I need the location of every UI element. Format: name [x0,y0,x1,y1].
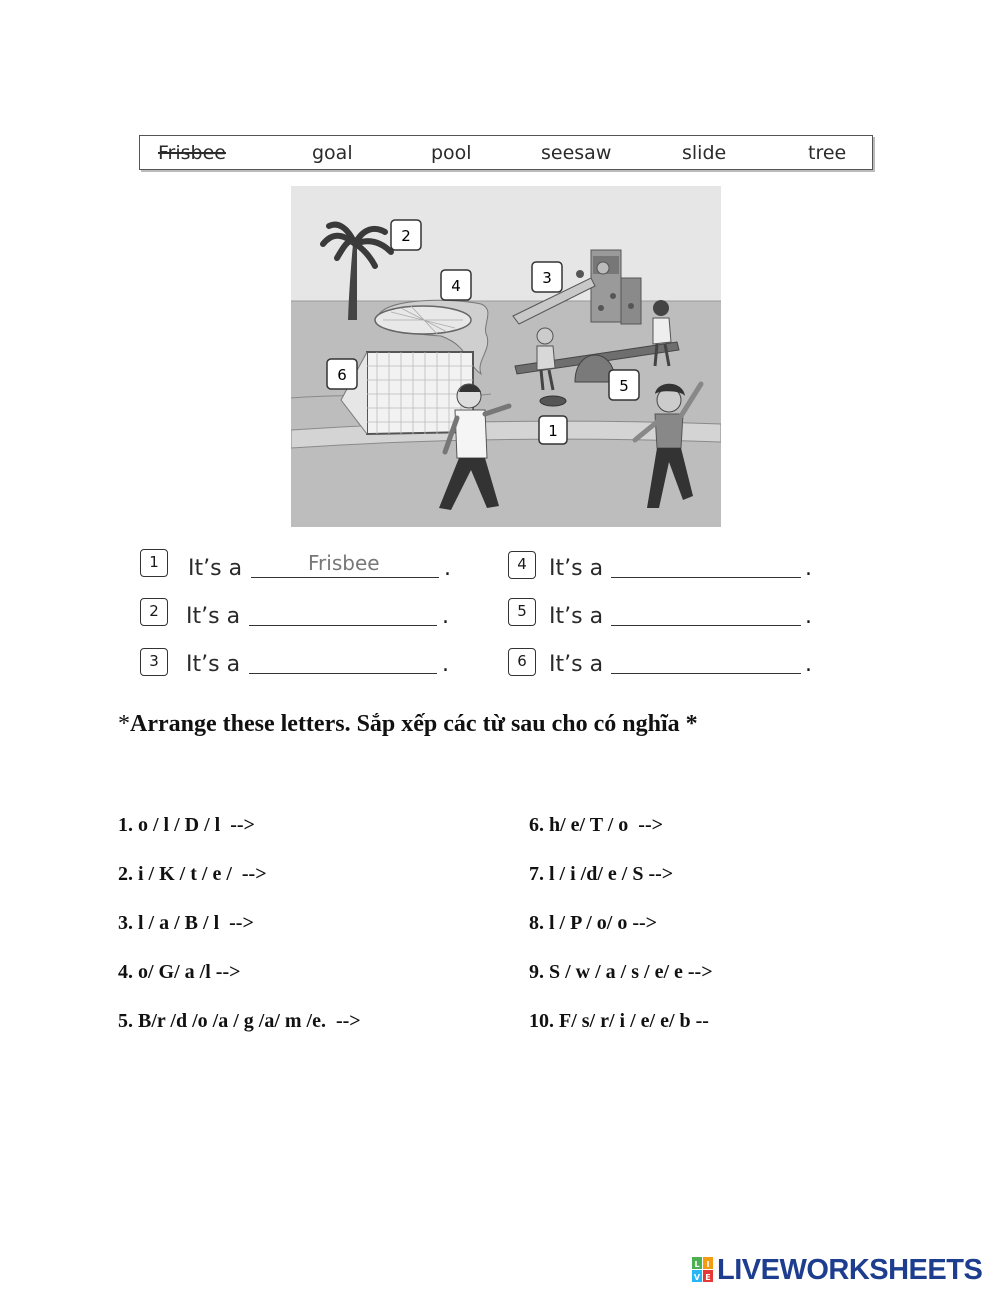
question-number: 3 [140,648,168,676]
arrange-heading [118,711,698,738]
question-number: 4 [508,551,536,579]
playground-illustration [291,186,721,527]
sentence-text: It’s a [186,604,241,629]
svg-text:2: 2 [401,227,411,245]
svg-text:5: 5 [619,377,629,395]
scene-label [539,416,567,444]
sentence-end: . [442,604,449,629]
sentence-end: . [805,652,812,677]
heading-star: * [118,711,130,737]
question-number: 1 [140,549,168,577]
answer-blank[interactable] [611,577,801,578]
arrange-item: 10. F/ s/ r/ i / e/ e/ b -- [529,1010,709,1032]
answer-blank[interactable] [251,577,439,578]
scene-label [327,359,357,389]
scene-label [609,370,639,400]
svg-text:I: I [706,1260,710,1269]
scene-label [391,220,421,250]
liveworksheets-logo-icon [692,1257,714,1283]
svg-text:V: V [693,1273,701,1282]
word-bank-item: tree [808,142,847,164]
svg-text:3: 3 [542,269,552,287]
sentence-text: It’s a [549,556,604,581]
svg-text:L: L [694,1260,700,1269]
scene-label [441,270,471,300]
arrange-item: 9. S / w / a / s / e/ e --> [529,961,713,983]
arrange-item: 8. l / P / o/ o --> [529,912,658,934]
answer-blank[interactable] [611,673,801,674]
word-bank [139,135,873,170]
sentence-end: . [442,652,449,677]
arrange-item: 3. l / a / B / l --> [118,912,254,934]
liveworksheets-logo[interactable] [692,1255,982,1285]
logo-text: LIVEWORKSHEETS [717,1253,983,1286]
scene-label [532,262,562,292]
arrange-item: 4. o/ G/ a /l --> [118,961,241,983]
sentence-text: It’s a [549,604,604,629]
svg-text:1: 1 [548,422,558,440]
sentence-end: . [805,604,812,629]
answer-blank[interactable] [249,625,437,626]
svg-text:6: 6 [337,366,347,384]
sentence-end: . [444,556,451,581]
word-bank-item: goal [312,142,353,164]
word-bank-item: slide [682,142,727,164]
sentence-text: It’s a [188,556,243,581]
arrange-item: 7. l / i /d/ e / S --> [529,863,674,885]
arrange-item: 5. B/r /d /o /a / g /a/ m /e. --> [118,1010,361,1032]
heading-text: Arrange these letters. Sắp xếp các từ sau cho có nghĩa * [130,711,698,737]
word-bank-item: seesaw [541,142,612,164]
word-bank-item: Frisbee [158,142,226,164]
arrange-item: 2. i / K / t / e / --> [118,863,267,885]
word-bank-item: pool [431,142,472,164]
question-number: 2 [140,598,168,626]
arrange-item: 1. o / l / D / l --> [118,814,255,836]
frisbee-illustration [540,396,566,406]
svg-text:4: 4 [451,277,461,295]
sentence-text: It’s a [549,652,604,677]
sentence-text: It’s a [186,652,241,677]
sentence-end: . [805,556,812,581]
svg-text:E: E [705,1273,711,1282]
question-number: 5 [508,598,536,626]
arrange-item: 6. h/ e/ T / o --> [529,814,664,836]
answer-blank[interactable] [611,625,801,626]
answer-blank[interactable] [249,673,437,674]
question-number: 6 [508,648,536,676]
answer-text: Frisbee [308,551,380,575]
